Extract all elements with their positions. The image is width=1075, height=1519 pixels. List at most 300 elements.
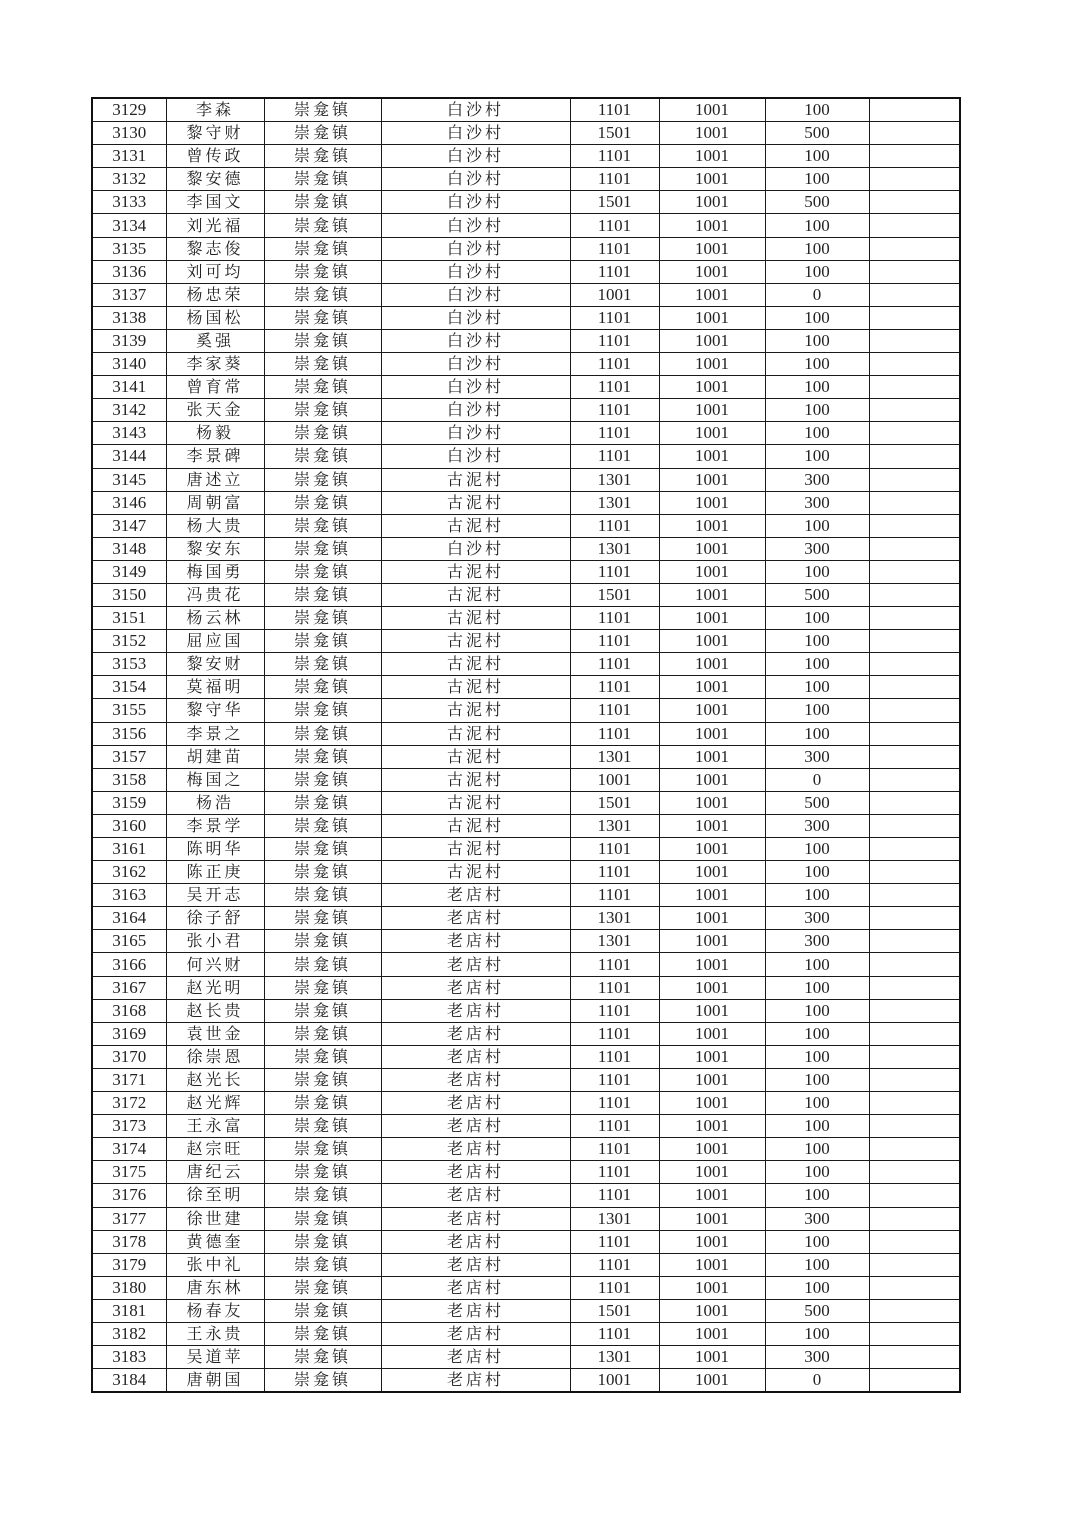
cell-remark xyxy=(869,122,960,145)
table-row xyxy=(92,838,960,861)
cell-village: 古泥村 xyxy=(381,468,570,491)
cell-remark xyxy=(869,1045,960,1068)
cell-serial-number: 3147 xyxy=(92,514,166,537)
cell-amount: 300 xyxy=(765,537,869,560)
cell-town: 崇龛镇 xyxy=(264,1115,381,1138)
cell-serial-number: 3130 xyxy=(92,122,166,145)
cell-name: 杨毅 xyxy=(166,422,264,445)
cell-serial-number: 3168 xyxy=(92,999,166,1022)
cell-remark xyxy=(869,699,960,722)
table-row xyxy=(92,1299,960,1322)
cell-name: 徐崇恩 xyxy=(166,1045,264,1068)
cell-code-a: 1101 xyxy=(570,1161,659,1184)
cell-serial-number: 3132 xyxy=(92,168,166,191)
cell-serial-number: 3134 xyxy=(92,214,166,237)
cell-village: 古泥村 xyxy=(381,768,570,791)
cell-village: 老店村 xyxy=(381,884,570,907)
cell-name: 张天金 xyxy=(166,399,264,422)
cell-code-b: 1001 xyxy=(659,1207,765,1230)
cell-remark xyxy=(869,1299,960,1322)
cell-village: 老店村 xyxy=(381,1022,570,1045)
table-row xyxy=(92,1346,960,1369)
cell-code-a: 1301 xyxy=(570,814,659,837)
cell-town: 崇龛镇 xyxy=(264,1068,381,1091)
table-row xyxy=(92,653,960,676)
cell-serial-number: 3179 xyxy=(92,1253,166,1276)
cell-name: 李家葵 xyxy=(166,353,264,376)
cell-serial-number: 3171 xyxy=(92,1068,166,1091)
cell-amount: 100 xyxy=(765,1184,869,1207)
cell-code-a: 1101 xyxy=(570,1022,659,1045)
cell-serial-number: 3176 xyxy=(92,1184,166,1207)
table-row xyxy=(92,306,960,329)
cell-code-a: 1101 xyxy=(570,676,659,699)
cell-town: 崇龛镇 xyxy=(264,861,381,884)
cell-serial-number: 3184 xyxy=(92,1369,166,1393)
cell-amount: 100 xyxy=(765,445,869,468)
cell-code-b: 1001 xyxy=(659,514,765,537)
cell-code-b: 1001 xyxy=(659,930,765,953)
cell-remark xyxy=(869,399,960,422)
cell-code-a: 1301 xyxy=(570,907,659,930)
cell-code-a: 1101 xyxy=(570,560,659,583)
cell-remark xyxy=(869,353,960,376)
cell-serial-number: 3149 xyxy=(92,560,166,583)
cell-serial-number: 3159 xyxy=(92,791,166,814)
cell-remark xyxy=(869,1369,960,1393)
cell-code-b: 1001 xyxy=(659,560,765,583)
cell-code-b: 1001 xyxy=(659,191,765,214)
cell-village: 老店村 xyxy=(381,1253,570,1276)
table-row xyxy=(92,422,960,445)
roster-table-body xyxy=(92,98,960,1392)
cell-remark xyxy=(869,791,960,814)
cell-remark xyxy=(869,1184,960,1207)
cell-remark xyxy=(869,306,960,329)
cell-code-a: 1101 xyxy=(570,722,659,745)
table-row xyxy=(92,283,960,306)
cell-name: 李国文 xyxy=(166,191,264,214)
cell-code-b: 1001 xyxy=(659,861,765,884)
cell-name: 杨国松 xyxy=(166,306,264,329)
cell-remark xyxy=(869,1276,960,1299)
cell-serial-number: 3152 xyxy=(92,630,166,653)
table-row xyxy=(92,953,960,976)
cell-village: 老店村 xyxy=(381,1299,570,1322)
cell-code-a: 1501 xyxy=(570,583,659,606)
cell-name: 黎安德 xyxy=(166,168,264,191)
cell-code-b: 1001 xyxy=(659,1369,765,1393)
cell-remark xyxy=(869,745,960,768)
cell-town: 崇龛镇 xyxy=(264,191,381,214)
cell-name: 赵光明 xyxy=(166,976,264,999)
cell-amount: 500 xyxy=(765,122,869,145)
cell-village: 白沙村 xyxy=(381,353,570,376)
table-row xyxy=(92,1369,960,1393)
cell-amount: 100 xyxy=(765,976,869,999)
cell-name: 黎守华 xyxy=(166,699,264,722)
cell-remark xyxy=(869,191,960,214)
cell-serial-number: 3173 xyxy=(92,1115,166,1138)
cell-remark xyxy=(869,260,960,283)
cell-name: 吴开志 xyxy=(166,884,264,907)
cell-amount: 100 xyxy=(765,145,869,168)
cell-code-a: 1101 xyxy=(570,607,659,630)
cell-town: 崇龛镇 xyxy=(264,145,381,168)
cell-code-a: 1101 xyxy=(570,630,659,653)
cell-code-b: 1001 xyxy=(659,1092,765,1115)
table-row xyxy=(92,1161,960,1184)
cell-village: 白沙村 xyxy=(381,283,570,306)
table-row xyxy=(92,214,960,237)
cell-town: 崇龛镇 xyxy=(264,676,381,699)
table-row xyxy=(92,583,960,606)
table-row xyxy=(92,1068,960,1091)
cell-town: 崇龛镇 xyxy=(264,514,381,537)
cell-remark xyxy=(869,283,960,306)
table-row xyxy=(92,1207,960,1230)
cell-town: 崇龛镇 xyxy=(264,791,381,814)
table-row xyxy=(92,607,960,630)
cell-serial-number: 3183 xyxy=(92,1346,166,1369)
cell-code-b: 1001 xyxy=(659,768,765,791)
cell-code-b: 1001 xyxy=(659,445,765,468)
cell-name: 王永富 xyxy=(166,1115,264,1138)
cell-amount: 300 xyxy=(765,907,869,930)
cell-amount: 100 xyxy=(765,1138,869,1161)
cell-town: 崇龛镇 xyxy=(264,1276,381,1299)
cell-serial-number: 3161 xyxy=(92,838,166,861)
cell-code-b: 1001 xyxy=(659,814,765,837)
cell-amount: 300 xyxy=(765,745,869,768)
cell-code-a: 1101 xyxy=(570,699,659,722)
cell-amount: 100 xyxy=(765,353,869,376)
cell-town: 崇龛镇 xyxy=(264,468,381,491)
cell-amount: 100 xyxy=(765,607,869,630)
cell-name: 周朝富 xyxy=(166,491,264,514)
cell-town: 崇龛镇 xyxy=(264,422,381,445)
cell-name: 袁世金 xyxy=(166,1022,264,1045)
cell-amount: 100 xyxy=(765,260,869,283)
cell-code-b: 1001 xyxy=(659,1161,765,1184)
cell-amount: 100 xyxy=(765,676,869,699)
table-row xyxy=(92,1022,960,1045)
table-row xyxy=(92,976,960,999)
cell-name: 赵光长 xyxy=(166,1068,264,1091)
cell-serial-number: 3136 xyxy=(92,260,166,283)
cell-name: 吴道苹 xyxy=(166,1346,264,1369)
roster-table xyxy=(91,97,961,1393)
cell-amount: 300 xyxy=(765,468,869,491)
cell-name: 曾传政 xyxy=(166,145,264,168)
cell-town: 崇龛镇 xyxy=(264,445,381,468)
cell-serial-number: 3145 xyxy=(92,468,166,491)
cell-town: 崇龛镇 xyxy=(264,1299,381,1322)
cell-amount: 500 xyxy=(765,791,869,814)
table-row xyxy=(92,791,960,814)
cell-code-b: 1001 xyxy=(659,329,765,352)
cell-serial-number: 3131 xyxy=(92,145,166,168)
table-row xyxy=(92,1276,960,1299)
table-row xyxy=(92,630,960,653)
cell-village: 古泥村 xyxy=(381,791,570,814)
cell-serial-number: 3129 xyxy=(92,98,166,122)
cell-code-b: 1001 xyxy=(659,999,765,1022)
cell-code-a: 1101 xyxy=(570,1184,659,1207)
cell-town: 崇龛镇 xyxy=(264,399,381,422)
cell-remark xyxy=(869,630,960,653)
cell-village: 老店村 xyxy=(381,1115,570,1138)
cell-code-a: 1101 xyxy=(570,514,659,537)
cell-code-b: 1001 xyxy=(659,98,765,122)
cell-name: 杨浩 xyxy=(166,791,264,814)
cell-name: 赵长贵 xyxy=(166,999,264,1022)
cell-amount: 100 xyxy=(765,1068,869,1091)
cell-remark xyxy=(869,145,960,168)
table-row xyxy=(92,1322,960,1345)
cell-village: 古泥村 xyxy=(381,491,570,514)
cell-village: 古泥村 xyxy=(381,630,570,653)
table-row xyxy=(92,930,960,953)
cell-code-a: 1101 xyxy=(570,445,659,468)
cell-remark xyxy=(869,722,960,745)
cell-code-b: 1001 xyxy=(659,1138,765,1161)
cell-code-a: 1501 xyxy=(570,791,659,814)
cell-name: 赵光辉 xyxy=(166,1092,264,1115)
table-row xyxy=(92,861,960,884)
cell-code-a: 1101 xyxy=(570,1045,659,1068)
cell-town: 崇龛镇 xyxy=(264,1184,381,1207)
cell-amount: 100 xyxy=(765,1322,869,1345)
cell-remark xyxy=(869,422,960,445)
cell-code-a: 1101 xyxy=(570,168,659,191)
cell-village: 白沙村 xyxy=(381,98,570,122)
cell-code-b: 1001 xyxy=(659,491,765,514)
cell-serial-number: 3141 xyxy=(92,376,166,399)
cell-village: 老店村 xyxy=(381,1045,570,1068)
cell-code-a: 1101 xyxy=(570,329,659,352)
cell-remark xyxy=(869,1346,960,1369)
cell-amount: 100 xyxy=(765,953,869,976)
cell-town: 崇龛镇 xyxy=(264,98,381,122)
cell-remark xyxy=(869,999,960,1022)
cell-code-b: 1001 xyxy=(659,607,765,630)
cell-remark xyxy=(869,1092,960,1115)
cell-name: 唐述立 xyxy=(166,468,264,491)
cell-remark xyxy=(869,537,960,560)
cell-amount: 100 xyxy=(765,653,869,676)
cell-town: 崇龛镇 xyxy=(264,1161,381,1184)
table-row xyxy=(92,884,960,907)
cell-code-b: 1001 xyxy=(659,353,765,376)
cell-serial-number: 3133 xyxy=(92,191,166,214)
cell-amount: 100 xyxy=(765,884,869,907)
cell-name: 李森 xyxy=(166,98,264,122)
cell-serial-number: 3160 xyxy=(92,814,166,837)
cell-village: 古泥村 xyxy=(381,861,570,884)
cell-code-b: 1001 xyxy=(659,283,765,306)
cell-amount: 100 xyxy=(765,999,869,1022)
cell-code-b: 1001 xyxy=(659,1045,765,1068)
cell-village: 老店村 xyxy=(381,953,570,976)
cell-serial-number: 3157 xyxy=(92,745,166,768)
cell-town: 崇龛镇 xyxy=(264,1207,381,1230)
cell-serial-number: 3166 xyxy=(92,953,166,976)
cell-remark xyxy=(869,814,960,837)
table-row xyxy=(92,537,960,560)
cell-name: 赵宗旺 xyxy=(166,1138,264,1161)
cell-name: 陈正庚 xyxy=(166,861,264,884)
cell-town: 崇龛镇 xyxy=(264,607,381,630)
table-row xyxy=(92,722,960,745)
cell-code-a: 1101 xyxy=(570,214,659,237)
cell-serial-number: 3143 xyxy=(92,422,166,445)
cell-village: 白沙村 xyxy=(381,237,570,260)
cell-amount: 100 xyxy=(765,1115,869,1138)
cell-town: 崇龛镇 xyxy=(264,722,381,745)
cell-code-a: 1101 xyxy=(570,1230,659,1253)
table-row xyxy=(92,814,960,837)
cell-serial-number: 3150 xyxy=(92,583,166,606)
cell-town: 崇龛镇 xyxy=(264,768,381,791)
cell-village: 老店村 xyxy=(381,1230,570,1253)
table-row xyxy=(92,560,960,583)
cell-code-a: 1101 xyxy=(570,145,659,168)
cell-remark xyxy=(869,930,960,953)
table-row xyxy=(92,145,960,168)
table-row xyxy=(92,676,960,699)
cell-name: 张小君 xyxy=(166,930,264,953)
cell-town: 崇龛镇 xyxy=(264,1230,381,1253)
cell-remark xyxy=(869,653,960,676)
cell-serial-number: 3146 xyxy=(92,491,166,514)
cell-village: 老店村 xyxy=(381,930,570,953)
cell-remark xyxy=(869,214,960,237)
cell-serial-number: 3175 xyxy=(92,1161,166,1184)
cell-village: 白沙村 xyxy=(381,422,570,445)
cell-name: 奚强 xyxy=(166,329,264,352)
cell-code-b: 1001 xyxy=(659,722,765,745)
cell-village: 古泥村 xyxy=(381,814,570,837)
cell-code-a: 1301 xyxy=(570,745,659,768)
cell-remark xyxy=(869,560,960,583)
cell-code-b: 1001 xyxy=(659,1276,765,1299)
cell-code-b: 1001 xyxy=(659,630,765,653)
cell-name: 黎安东 xyxy=(166,537,264,560)
cell-remark xyxy=(869,237,960,260)
cell-town: 崇龛镇 xyxy=(264,1092,381,1115)
cell-name: 刘可均 xyxy=(166,260,264,283)
cell-name: 黄德奎 xyxy=(166,1230,264,1253)
cell-serial-number: 3153 xyxy=(92,653,166,676)
cell-serial-number: 3172 xyxy=(92,1092,166,1115)
cell-serial-number: 3181 xyxy=(92,1299,166,1322)
cell-code-a: 1301 xyxy=(570,468,659,491)
cell-town: 崇龛镇 xyxy=(264,1322,381,1345)
cell-code-b: 1001 xyxy=(659,838,765,861)
cell-village: 白沙村 xyxy=(381,191,570,214)
cell-village: 古泥村 xyxy=(381,607,570,630)
cell-code-b: 1001 xyxy=(659,399,765,422)
cell-village: 古泥村 xyxy=(381,838,570,861)
cell-code-b: 1001 xyxy=(659,976,765,999)
cell-code-b: 1001 xyxy=(659,653,765,676)
cell-remark xyxy=(869,1068,960,1091)
cell-amount: 100 xyxy=(765,1045,869,1068)
cell-code-b: 1001 xyxy=(659,1346,765,1369)
cell-code-b: 1001 xyxy=(659,537,765,560)
cell-serial-number: 3144 xyxy=(92,445,166,468)
cell-amount: 100 xyxy=(765,861,869,884)
cell-town: 崇龛镇 xyxy=(264,814,381,837)
cell-serial-number: 3163 xyxy=(92,884,166,907)
cell-remark xyxy=(869,1138,960,1161)
cell-code-a: 1101 xyxy=(570,353,659,376)
cell-amount: 100 xyxy=(765,329,869,352)
cell-remark xyxy=(869,491,960,514)
cell-serial-number: 3174 xyxy=(92,1138,166,1161)
table-row xyxy=(92,191,960,214)
cell-name: 莫福明 xyxy=(166,676,264,699)
cell-town: 崇龛镇 xyxy=(264,537,381,560)
cell-village: 古泥村 xyxy=(381,745,570,768)
cell-amount: 300 xyxy=(765,1207,869,1230)
cell-name: 王永贵 xyxy=(166,1322,264,1345)
cell-name: 李景学 xyxy=(166,814,264,837)
cell-serial-number: 3162 xyxy=(92,861,166,884)
cell-remark xyxy=(869,445,960,468)
cell-amount: 100 xyxy=(765,98,869,122)
cell-code-b: 1001 xyxy=(659,468,765,491)
table-row xyxy=(92,768,960,791)
cell-village: 老店村 xyxy=(381,976,570,999)
cell-code-b: 1001 xyxy=(659,1184,765,1207)
table-row xyxy=(92,376,960,399)
cell-code-a: 1101 xyxy=(570,306,659,329)
cell-code-b: 1001 xyxy=(659,1253,765,1276)
cell-name: 李景之 xyxy=(166,722,264,745)
cell-code-a: 1101 xyxy=(570,1068,659,1091)
table-row xyxy=(92,122,960,145)
cell-code-b: 1001 xyxy=(659,1230,765,1253)
cell-town: 崇龛镇 xyxy=(264,953,381,976)
cell-town: 崇龛镇 xyxy=(264,653,381,676)
cell-serial-number: 3138 xyxy=(92,306,166,329)
cell-code-b: 1001 xyxy=(659,306,765,329)
cell-name: 刘光福 xyxy=(166,214,264,237)
cell-remark xyxy=(869,583,960,606)
cell-amount: 100 xyxy=(765,722,869,745)
table-row xyxy=(92,745,960,768)
cell-code-a: 1101 xyxy=(570,237,659,260)
table-row xyxy=(92,514,960,537)
cell-name: 徐至明 xyxy=(166,1184,264,1207)
cell-remark xyxy=(869,1022,960,1045)
cell-code-a: 1301 xyxy=(570,537,659,560)
cell-amount: 100 xyxy=(765,237,869,260)
cell-code-a: 1101 xyxy=(570,1092,659,1115)
table-row xyxy=(92,1115,960,1138)
cell-serial-number: 3158 xyxy=(92,768,166,791)
table-row xyxy=(92,1138,960,1161)
cell-code-b: 1001 xyxy=(659,791,765,814)
cell-name: 徐子舒 xyxy=(166,907,264,930)
cell-name: 黎守财 xyxy=(166,122,264,145)
cell-amount: 300 xyxy=(765,1346,869,1369)
cell-amount: 100 xyxy=(765,699,869,722)
cell-remark xyxy=(869,514,960,537)
cell-remark xyxy=(869,907,960,930)
